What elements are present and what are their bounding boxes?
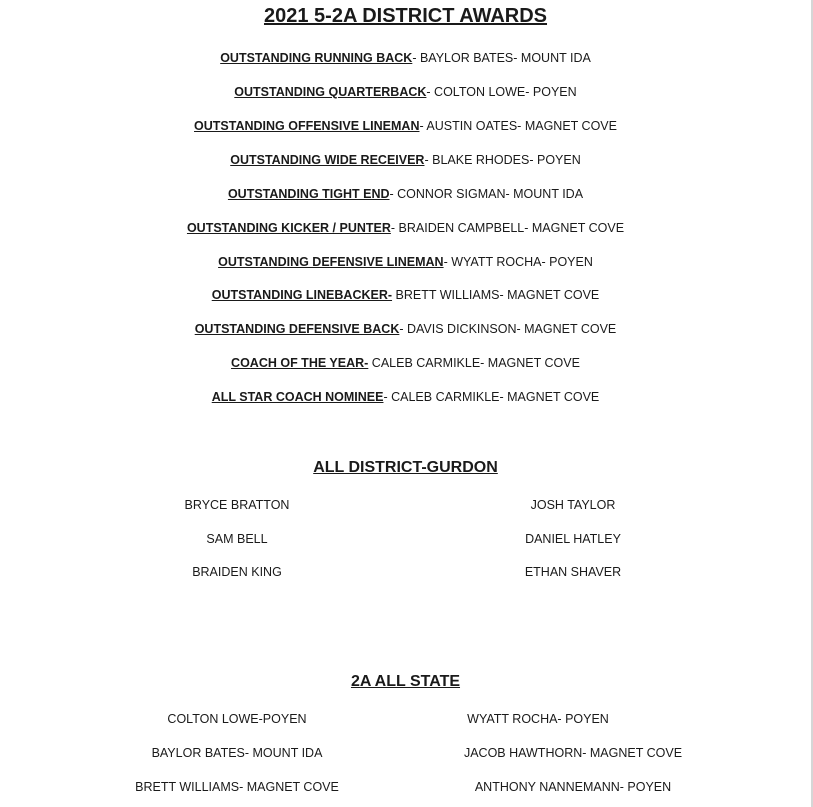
all-district-name: SAM BELL	[206, 532, 268, 546]
award-line	[0, 187, 811, 201]
page-title: 2021 5-2A DISTRICT AWARDS	[263, 5, 548, 27]
award-line	[0, 322, 811, 336]
award-category: OUTSTANDING DEFENSIVE LINEMAN	[218, 255, 444, 269]
all-district-name: BRYCE BRATTON	[184, 498, 290, 512]
award-winner: - CALEB CARMIKLE- MAGNET COVE	[383, 390, 600, 404]
all-district-name: DANIEL HATLEY	[525, 532, 621, 546]
all-district-name: ETHAN SHAVER	[524, 565, 622, 579]
all-state-name: COLTON LOWE-POYEN	[167, 712, 307, 726]
all-state-name: BRETT WILLIAMS- MAGNET COVE	[135, 780, 339, 794]
all-district-name: JOSH TAYLOR	[530, 498, 616, 512]
all-district-title: ALL DISTRICT-GURDON	[313, 459, 498, 476]
award-category: OUTSTANDING OFFENSIVE LINEMAN	[194, 119, 420, 133]
award-line	[0, 356, 811, 370]
award-category: COACH OF THE YEAR-	[231, 356, 369, 370]
award-winner: - CONNOR SIGMAN- MOUNT IDA	[389, 187, 584, 201]
award-category: OUTSTANDING QUARTERBACK	[234, 85, 427, 99]
award-winner: - BAYLOR BATES- MOUNT IDA	[412, 51, 591, 65]
award-winner: - DAVIS DICKINSON- MAGNET COVE	[399, 322, 617, 336]
award-winner: - AUSTIN OATES- MAGNET COVE	[419, 119, 617, 133]
award-winner: - WYATT ROCHA- POYEN	[443, 255, 593, 269]
award-line	[0, 390, 811, 404]
award-category: OUTSTANDING LINEBACKER-	[211, 288, 393, 302]
award-winner: - BRAIDEN CAMPBELL- MAGNET COVE	[390, 221, 625, 235]
award-line	[0, 153, 811, 167]
award-line	[0, 255, 811, 269]
award-line	[0, 51, 811, 65]
all-state-title: 2A ALL STATE	[350, 673, 461, 690]
award-line	[0, 288, 811, 302]
award-winner: - BLAKE RHODES- POYEN	[424, 153, 581, 167]
all-state-name: JACOB HAWTHORN- MAGNET COVE	[463, 746, 683, 760]
award-category: ALL STAR COACH NOMINEE	[211, 390, 384, 404]
award-category: OUTSTANDING TIGHT END	[227, 187, 390, 201]
all-state-name: WYATT ROCHA- POYEN	[467, 712, 609, 726]
all-state-name: ANTHONY NANNEMANN- POYEN	[474, 780, 672, 794]
award-winner: CALEB CARMIKLE- MAGNET COVE	[368, 356, 580, 370]
award-line	[0, 221, 811, 235]
award-line	[0, 85, 811, 99]
all-district-name: BRAIDEN KING	[192, 565, 282, 579]
award-winner: - COLTON LOWE- POYEN	[426, 85, 577, 99]
award-winner: BRETT WILLIAMS- MAGNET COVE	[392, 288, 600, 302]
award-category: OUTSTANDING RUNNING BACK	[220, 51, 413, 65]
award-category: OUTSTANDING DEFENSIVE BACK	[194, 322, 400, 336]
all-state-name: BAYLOR BATES- MOUNT IDA	[151, 746, 323, 760]
award-category: OUTSTANDING KICKER / PUNTER	[186, 221, 391, 235]
award-line	[0, 119, 811, 133]
award-category: OUTSTANDING WIDE RECEIVER	[230, 153, 425, 167]
